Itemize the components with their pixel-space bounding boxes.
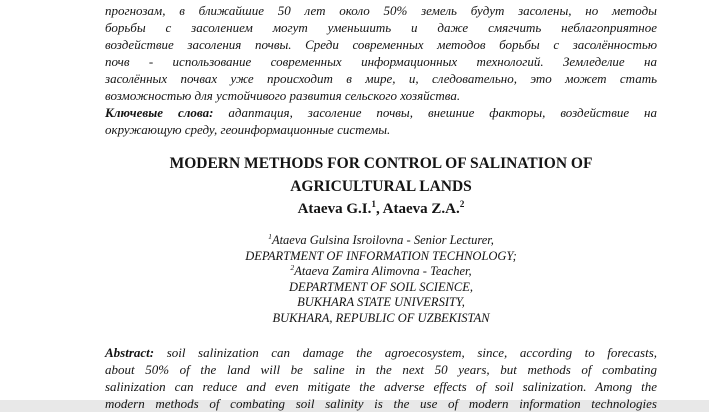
body-line: засолённых почвах уже происходит в мире, и, следовательно, это может стать [105, 71, 657, 86]
body-line: почв - использование современных информационных технологий. Земледелие на [105, 54, 657, 69]
affiliation-text: Ataeva Gulsina Isroilovna - Senior Lecturer, [271, 233, 494, 247]
authors-line [105, 198, 657, 221]
keywords-line: окружающую среду, геоинформационные системы. [105, 122, 391, 137]
paper-title-block [105, 152, 657, 221]
keywords-text: адаптация, засоление почвы, внешние факторы, воздействие на [228, 105, 658, 120]
affiliation-line [105, 280, 657, 296]
body-line: воздействие засоления почвы. Среди современных методов борьбы с засолённостью [105, 37, 657, 52]
affiliation-line [105, 233, 657, 249]
keywords-line [105, 104, 657, 121]
affiliation-line [105, 311, 657, 327]
body-line: возможностью для устойчивого развития сельского хозяйства. [105, 88, 461, 103]
body-line: борьбы с засолением могут уменьшить и даже смягчить неблагоприятное [105, 20, 657, 35]
affiliation-marker: 1 [268, 231, 272, 241]
affiliation-text: Ataeva Zamira Alimovna - Teacher, [294, 264, 472, 279]
affiliation-text: DEPARTMENT OF SOIL SCIENCE, [288, 279, 474, 294]
russian-paragraph [105, 2, 657, 138]
affiliation-line [105, 295, 657, 311]
affiliation-line [105, 264, 657, 280]
abstract-line [105, 344, 657, 361]
affiliations-block [105, 233, 657, 327]
abstract-line: about 50% of the land will be saline in the next 50 years, but methods of combating [105, 361, 657, 377]
affiliation-text: BUKHARA STATE UNIVERSITY, [297, 295, 465, 310]
keywords-label: Ключевые слова: [105, 105, 214, 120]
abstract-label: Abstract: [105, 344, 155, 360]
author-name-1: Ataeva G.I. [297, 201, 372, 217]
abstract-line: salinization can reduce and even mitigate the adverse effects of soil salinization. Among the [105, 378, 657, 394]
abstract-line: modern methods of combating soil salinity is the use of modern information technologies [105, 395, 657, 411]
affiliation-line [105, 249, 657, 265]
affiliation-text: DEPARTMENT OF INFORMATION TECHNOLOGY; [245, 248, 517, 263]
affiliation-marker: 2 [290, 263, 295, 273]
author-name-2: , Ataeva Z.A. [376, 201, 460, 217]
affiliation-text: BUKHARA, REPUBLIC OF UZBEKISTAN [272, 310, 490, 325]
paper-text-column [105, 0, 657, 412]
abstract-text: soil salinization can damage the agroecosystem, since, according to forecasts, [166, 344, 657, 360]
paper-title-line2: AGRICULTURAL LANDS [290, 178, 472, 195]
author-affiliation-marker-2: 2 [459, 200, 465, 210]
paper-title-line1: MODERN METHODS FOR CONTROL OF SALINATION OF [169, 155, 593, 172]
abstract-paragraph [105, 344, 657, 412]
body-line: прогнозам, в ближайшие 50 лет около 50% земель будут засолены, но методы [105, 3, 657, 18]
author-affiliation-marker-1: 1 [371, 200, 376, 210]
